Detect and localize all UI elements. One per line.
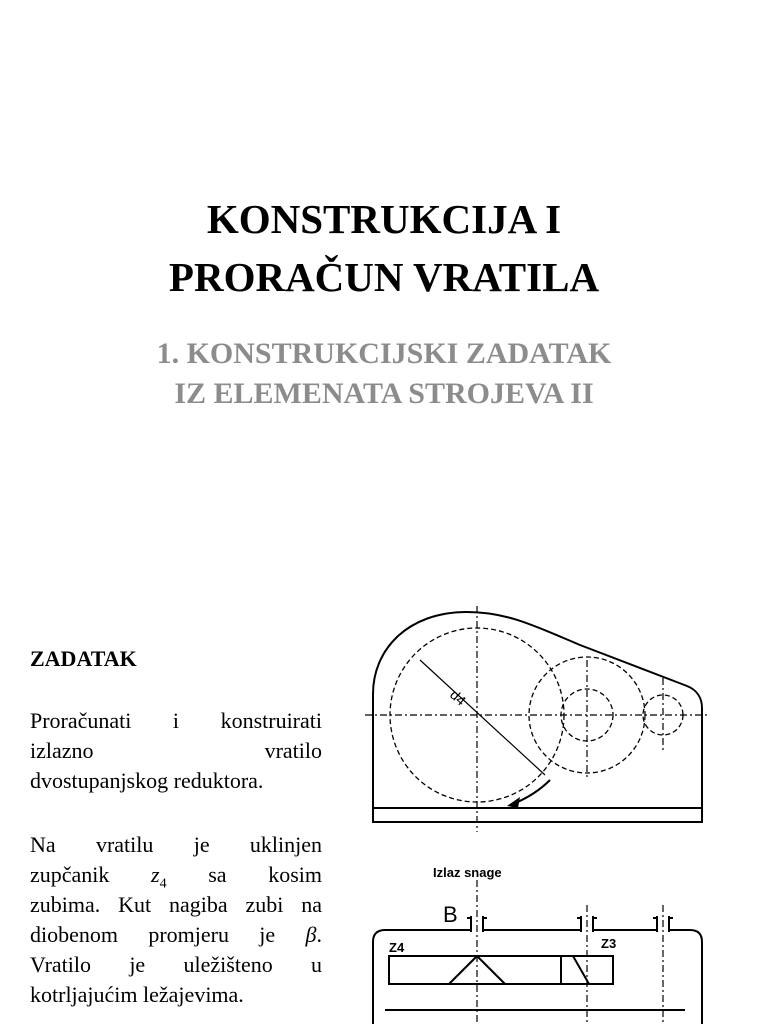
beta-letter: β [305, 922, 317, 947]
word: i [172, 708, 180, 733]
page-title [0, 190, 768, 306]
word: je [193, 832, 210, 857]
gear-symbol-index: 4 [159, 876, 167, 892]
para1-line-3: dvostupanjskog reduktora. [30, 768, 264, 793]
para2-line-2 [30, 860, 322, 890]
beta-symbol [306, 922, 322, 947]
d4-label: d4 [446, 686, 470, 709]
para2-line-4 [30, 920, 322, 950]
para2-line-5 [30, 950, 322, 980]
word: diobenom promjeru je [30, 922, 276, 947]
task-paragraph-2 [30, 830, 322, 1010]
para2-line-1 [30, 830, 322, 860]
subtitle-line-2: IZ ELEMENATA STROJEVA II [174, 377, 594, 410]
helical-tooth-line [477, 956, 505, 984]
para2-line-3: zubima. Kut nagiba zubi na [30, 892, 322, 917]
para1-line-1 [30, 706, 322, 736]
page-subtitle [0, 334, 768, 414]
word: vratilo [264, 738, 322, 763]
word: vratilu [95, 832, 154, 857]
bearing-b-label: B [443, 902, 458, 927]
title-line-2: PRORAČUN VRATILA [168, 254, 600, 300]
gear-symbol-letter: z [151, 862, 160, 887]
word: kosim [268, 862, 323, 887]
word: uležišteno [183, 952, 273, 977]
helical-tooth-line [449, 956, 477, 984]
reducer-technical-drawing [345, 600, 715, 1024]
para1-line-2 [30, 736, 322, 766]
rotation-arrowhead-icon [507, 797, 520, 808]
word: je [129, 952, 146, 977]
para2-line-6: kotrljajućim ležajevima. [30, 982, 244, 1007]
word: zupčanik [30, 862, 110, 887]
subtitle-line-1: 1. KONSTRUKCIJSKI ZADATAK [156, 337, 612, 370]
d4-dimension-line [420, 660, 545, 775]
word: sa [208, 862, 227, 887]
task-heading: ZADATAK [30, 646, 137, 671]
word: Vratilo [30, 952, 91, 977]
center-lines [365, 606, 707, 832]
gear-z3-label: Z3 [601, 936, 617, 951]
gear-z4-label: Z4 [389, 940, 405, 955]
word: uklinjen [249, 832, 323, 857]
word: izlazno [30, 738, 94, 763]
task-paragraph-1 [30, 706, 322, 796]
period: . [316, 922, 322, 947]
housing-top-view [373, 916, 702, 1024]
word: Na [30, 832, 56, 857]
title-line-1: KONSTRUKCIJA I [206, 196, 562, 242]
word: Proračunati [30, 708, 132, 733]
output-power-label: Izlaz snage [433, 865, 502, 880]
gear-symbol [151, 862, 167, 892]
word: konstruirati [220, 708, 322, 733]
word: u [311, 952, 323, 977]
